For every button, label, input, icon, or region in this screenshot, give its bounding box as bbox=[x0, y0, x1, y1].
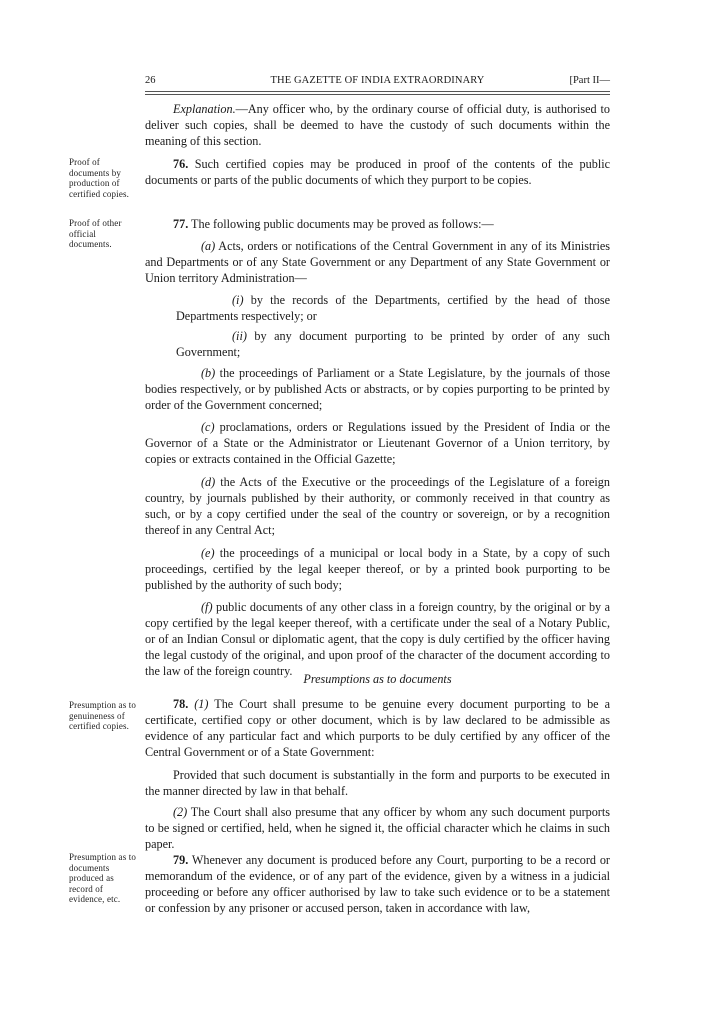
section-76-text: Such certified copies may be produced in proof of the contents of the public documents or parts of the public documents of which they purport to be copies. bbox=[145, 157, 610, 187]
margin-note-78: Presumption as to genuineness of certified copies. bbox=[69, 700, 137, 732]
clause-77-d bbox=[145, 474, 610, 538]
clause-77-a-ii-text: by any document purporting to be printed by order of any such Government; bbox=[176, 329, 610, 359]
section-78-proviso: Provided that such document is substantially in the form and purports to be executed in the manner directed by law in that behalf. bbox=[145, 768, 610, 798]
clause-77-a-i-text: by the records of the Departments, certified by the head of those Departments respectively; or bbox=[176, 293, 610, 323]
section-78-sub-2 bbox=[145, 804, 610, 852]
clause-77-a-i-label: (i) bbox=[232, 293, 244, 307]
section-78-number: 78. bbox=[173, 697, 189, 711]
clause-77-e-label: (e) bbox=[201, 546, 215, 560]
margin-note-77: Proof of other official documents. bbox=[69, 218, 122, 250]
clause-77-b-text: the proceedings of Parliament or a State Legislature, by the journals of those bodies respectively, or by published Acts or abstracts, or by copies purporting to be printed by order of the Government concerned; bbox=[145, 366, 610, 412]
clause-77-c-label: (c) bbox=[201, 420, 215, 434]
section-78-sub-2-text: The Court shall also presume that any officer by whom any such document purports to be signed or certified, held, when he signed it, the official character which he claims in such paper. bbox=[145, 805, 610, 851]
clause-77-c-text: proclamations, orders or Regulations issued by the President of India or the Governor of a State or the Administrator or Lieutenant Governor of a Union territory, by copies or extracts contained in the Official Gazette; bbox=[145, 420, 610, 466]
part-label: [Part II— bbox=[569, 75, 610, 86]
clause-77-f-text: public documents of any other class in a foreign country, by the original or by a copy certified by the legal keeper thereof, with a certificate under the seal of a Notary Public, or of an Indian Consul or diplomatic agent, that the copy is duly certified by the officer having the legal custody of the original, and upon proof of the character of the document according to the law of the foreign country. bbox=[145, 600, 610, 678]
margin-note-76: Proof of documents by production of certified copies. bbox=[69, 157, 130, 199]
section-79-text: Whenever any document is produced before any Court, purporting to be a record or memorandum of the evidence, or of any part of the evidence, given by a witness in a judicial proceeding or before any officer authorised by law to take such evidence or to be a statement or confession by any prisoner or accused person, taken in accordance with law, bbox=[145, 853, 610, 915]
explanation-paragraph bbox=[145, 101, 610, 149]
clause-77-e bbox=[145, 545, 610, 593]
page-number: 26 bbox=[145, 75, 156, 86]
clause-77-f bbox=[145, 599, 610, 679]
clause-77-a-text: Acts, orders or notifications of the Central Government in any of its Ministries and Departments or of any State Government or any Department of any State Government or Union territory Administration— bbox=[145, 239, 610, 285]
clause-77-c bbox=[145, 419, 610, 467]
header-rule-top bbox=[145, 91, 610, 92]
clause-77-d-text: the Acts of the Executive or the proceedings of the Legislature of a foreign country, by journals published by their authority, or commonly received in that country as such, or by a copy certified under the seal of the country or sovereign, or by a recognition thereof in any Central Act; bbox=[145, 475, 610, 537]
section-79-number: 79. bbox=[173, 853, 189, 867]
clause-77-a-label: (a) bbox=[201, 239, 216, 253]
clause-77-a-i bbox=[176, 292, 610, 324]
clause-77-b-label: (b) bbox=[201, 366, 216, 380]
clause-77-f-label: (f) bbox=[201, 600, 213, 614]
section-78-sub-1-text: The Court shall presume to be genuine every document purporting to be a certificate, certified copy or other document, which is by law declared to be admissible as evidence of any particular fact and which purports to be duly certified by any officer of the Central Government or of a State Government: bbox=[145, 697, 610, 759]
explanation-lead: Explanation. bbox=[173, 102, 236, 116]
clause-77-a bbox=[145, 238, 610, 286]
clause-77-a-ii-label: (ii) bbox=[232, 329, 247, 343]
header-rule-bottom bbox=[145, 94, 610, 95]
clause-77-d-label: (d) bbox=[201, 475, 216, 489]
section-77-intro-text: The following public documents may be proved as follows:— bbox=[188, 217, 494, 231]
margin-note-79: Presumption as to documents produced as record of evidence, etc. bbox=[69, 852, 137, 905]
clause-77-b bbox=[145, 365, 610, 413]
clause-77-a-ii bbox=[176, 328, 610, 360]
section-77-number: 77. bbox=[173, 217, 189, 231]
section-78-sub-1 bbox=[145, 696, 610, 760]
gazette-title: THE GAZETTE OF INDIA EXTRAORDINARY bbox=[270, 75, 485, 86]
section-78-sub-2-label: (2) bbox=[173, 805, 188, 819]
section-77-intro bbox=[145, 216, 610, 232]
running-header bbox=[145, 75, 610, 91]
section-76 bbox=[145, 156, 610, 188]
section-78-sub-1-label: (1) bbox=[194, 697, 209, 711]
section-79 bbox=[145, 852, 610, 916]
clause-77-e-text: the proceedings of a municipal or local body in a State, by a copy of such proceedings, certified by the legal keeper thereof, or by a printed book purporting to be published by the authority of such body; bbox=[145, 546, 610, 592]
section-76-number: 76. bbox=[173, 157, 189, 171]
explanation-text: —Any officer who, by the ordinary course of official duty, is authorised to deliver such copies, shall be deemed to have the custody of such documents within the meaning of this section. bbox=[145, 102, 610, 148]
presumptions-heading: Presumptions as to documents bbox=[303, 672, 452, 686]
